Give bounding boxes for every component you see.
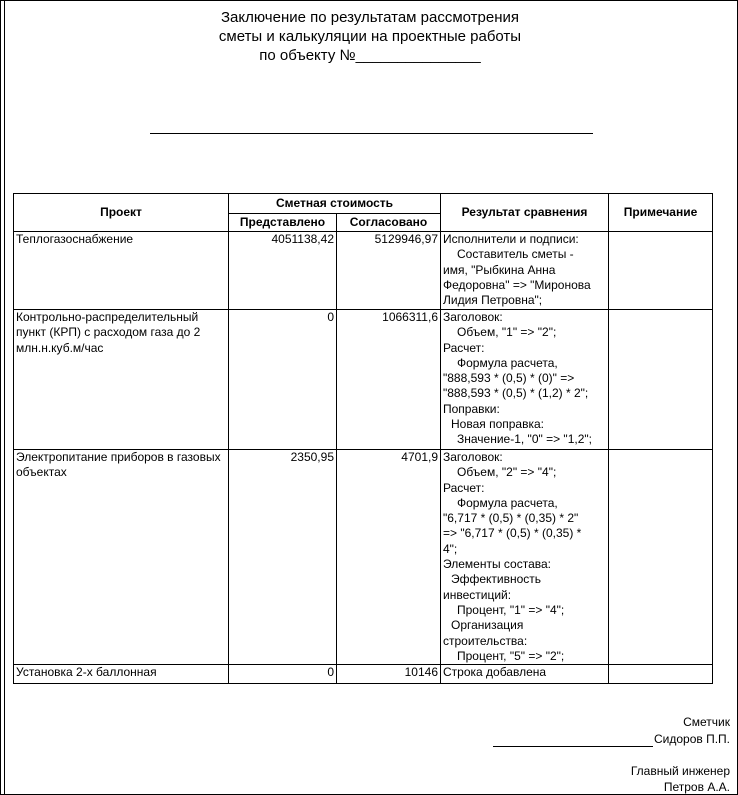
cell-presented: 0	[229, 310, 337, 450]
cell-project: Электропитание приборов в газовых объектах	[14, 450, 229, 665]
header-presented: Представлено	[229, 214, 337, 232]
table-row	[14, 665, 713, 684]
cell-result: Заголовок: Объем, "2" => "4"; Расчет: Формула расчета, "6,717 * (0,5) * (0,35) * 2" => "6,717 * (0,5) * (0,35) * 4"; Элементы состава: Эффективность инвестиций: Процент, "1" => "4"; Организация строительства: Процент, "5" => "2";	[441, 450, 609, 665]
header-note: Примечание	[609, 194, 713, 232]
title-line-3: по объекту №_______________	[259, 47, 481, 64]
cell-note	[609, 450, 713, 665]
cell-agreed: 5129946,97	[337, 232, 441, 310]
cell-project: Контрольно-распределительный пункт (КРП) с расходом газа до 2 млн.н.куб.м/час	[14, 310, 229, 450]
cell-result: Исполнители и подписи: Составитель сметы - имя, "Рыбкина Анна Федоровна" => "Миронова Лидия Петровна";	[441, 232, 609, 310]
cell-agreed: 10146	[337, 665, 441, 684]
cell-presented: 2350,95	[229, 450, 337, 665]
estimate-comparison-table	[13, 193, 713, 684]
cell-note	[609, 232, 713, 310]
header-result: Результат сравнения	[441, 194, 609, 232]
estimator-name: Сидоров П.П.	[653, 732, 730, 746]
table-row	[14, 450, 713, 665]
cell-note	[609, 310, 713, 450]
header-cost-group: Сметная стоимость	[229, 194, 441, 214]
table-row	[14, 310, 713, 450]
chief-title: Главный инженер	[630, 764, 730, 778]
cell-project: Установка 2-х баллонная	[14, 665, 229, 684]
document-title	[150, 8, 590, 65]
cell-agreed: 1066311,6	[337, 310, 441, 450]
title-line-2: сметы и калькуляции на проектные работы	[218, 28, 522, 45]
signature-line	[493, 734, 653, 747]
cell-project: Теплогазоснабжение	[14, 232, 229, 310]
estimator-title: Сметчик	[683, 715, 730, 729]
header-project: Проект	[14, 194, 229, 232]
margin-line	[4, 0, 5, 795]
blank-fill-line	[150, 133, 593, 134]
header-agreed: Согласовано	[337, 214, 441, 232]
title-line-1: Заключение по результатам рассмотрения	[221, 9, 519, 26]
estimator-signature	[493, 731, 730, 747]
table-row	[14, 232, 713, 310]
cell-result: Заголовок: Объем, "1" => "2"; Расчет: Формула расчета, "888,593 * (0,5) * (0)" => "888,593 * (0,5) * (1,2) * 2"; Поправки: Новая поправка: Значение-1, "0" => "1,2";	[441, 310, 609, 450]
cell-presented: 0	[229, 665, 337, 684]
cell-note	[609, 665, 713, 684]
cell-result: Строка добавлена	[441, 665, 609, 684]
chief-name: Петров А.А.	[663, 780, 730, 794]
cell-presented: 4051138,42	[229, 232, 337, 310]
cell-agreed: 4701,9	[337, 450, 441, 665]
